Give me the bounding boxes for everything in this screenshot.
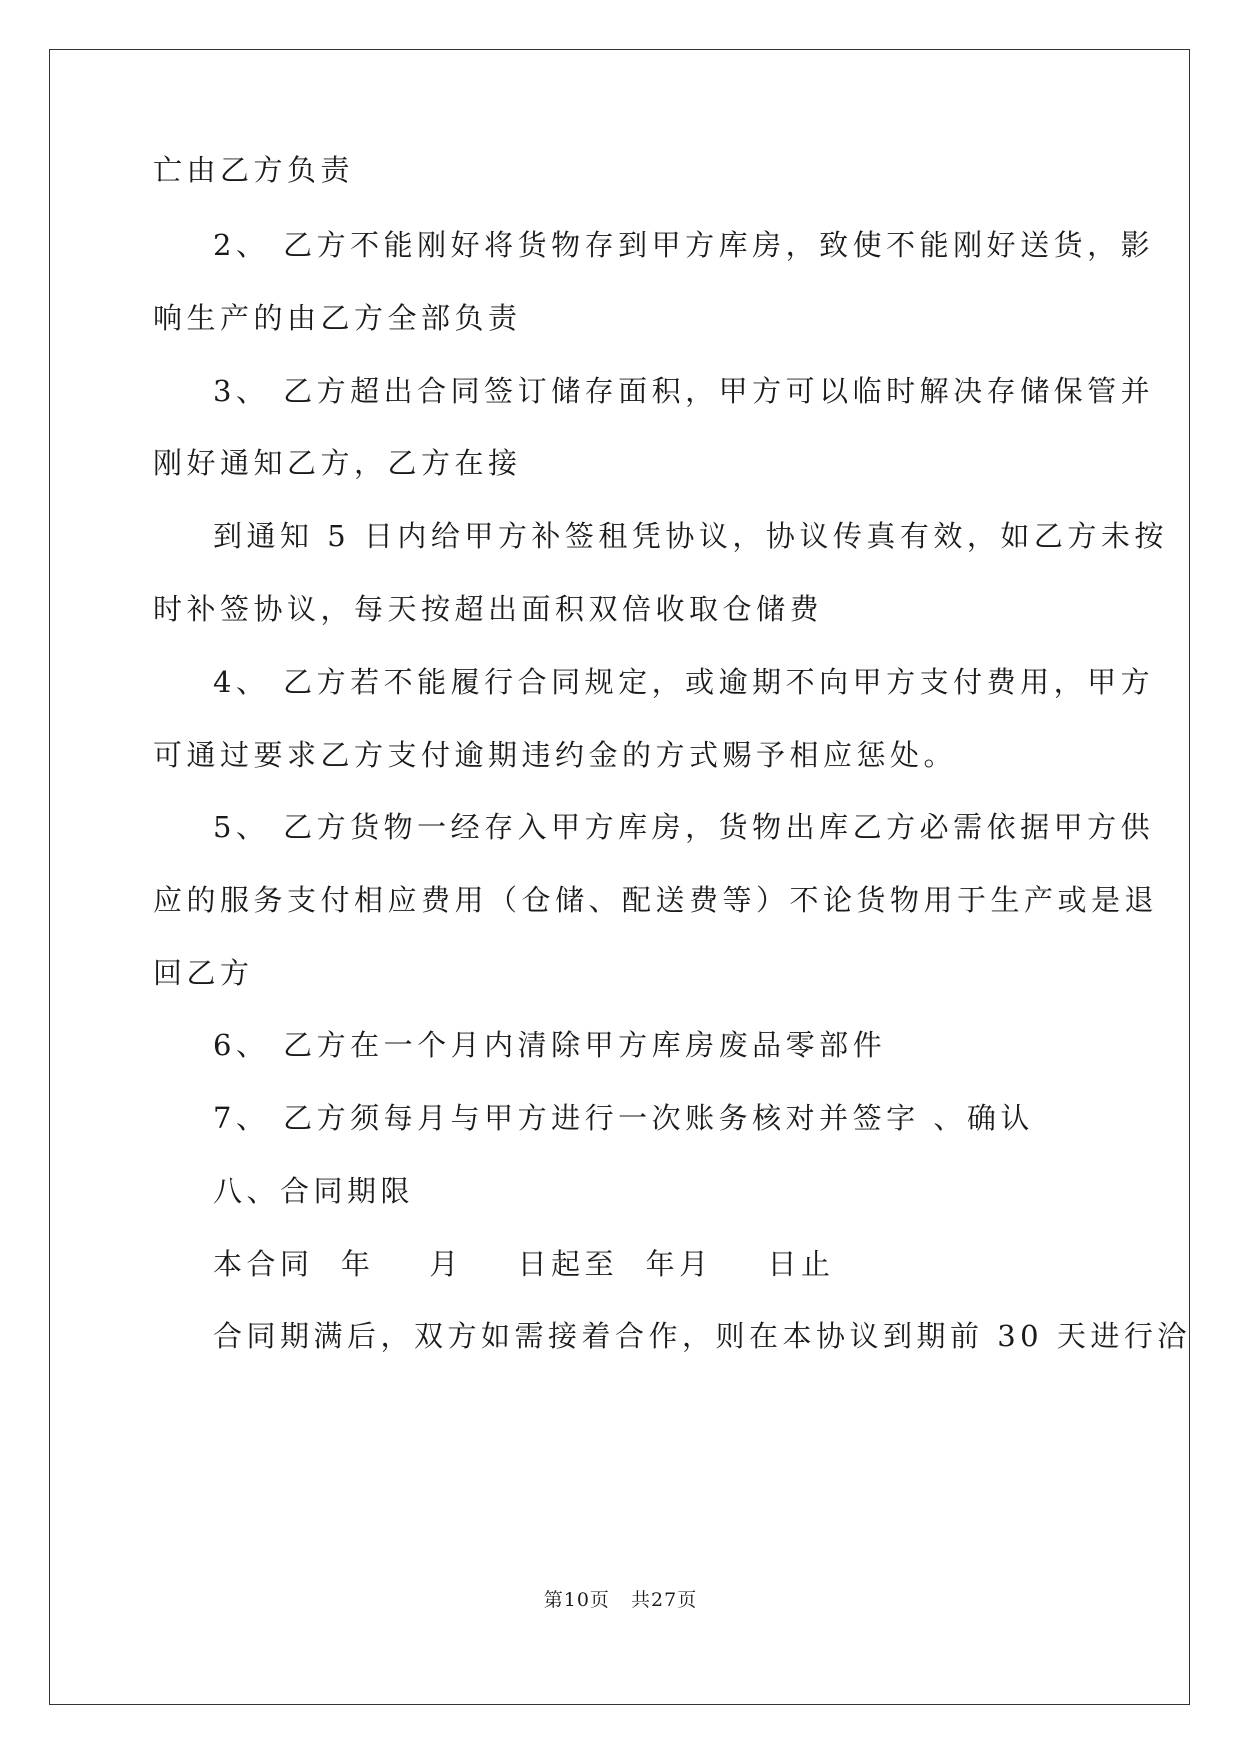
text-line-6: 到通知 5 日内给甲方补签租凭协议，协议传真有效，如乙方未按 bbox=[213, 519, 1168, 553]
text-line-11: 应的服务支付相应费用（仓储、配送费等）不论货物用于生产或是退 bbox=[153, 883, 1159, 917]
text-line-17: 合同期满后，双方如需接着合作，则在本协议到期前 30 天进行洽 bbox=[213, 1319, 1191, 1353]
text-line-14: 7、 乙方须每月与甲方进行一次账务核对并签字 、确认 bbox=[213, 1101, 1034, 1135]
text-line-12: 回乙方 bbox=[153, 956, 254, 990]
text-line-3: 响生产的由乙方全部负责 bbox=[153, 301, 522, 335]
text-line-5: 刚好通知乙方，乙方在接 bbox=[153, 446, 522, 480]
text-line-4: 3、 乙方超出合同签订储存面积，甲方可以临时解决存储保管并 bbox=[213, 374, 1155, 408]
text-line-8: 4、 乙方若不能履行合同规定，或逾期不向甲方支付费用，甲方 bbox=[213, 665, 1155, 699]
text-line-16: 本合同 年 月 日起至 年月 日止 bbox=[213, 1247, 835, 1281]
text-line-13: 6、 乙方在一个月内清除甲方库房废品零部件 bbox=[213, 1028, 887, 1062]
text-line-2: 2、 乙方不能刚好将货物存到甲方库房，致使不能刚好送货，影 bbox=[213, 228, 1155, 262]
text-line-10: 5、 乙方货物一经存入甲方库房，货物出库乙方必需依据甲方供 bbox=[213, 810, 1155, 844]
section-heading: 八、合同期限 bbox=[213, 1174, 415, 1208]
text-line-7: 时补签协议，每天按超出面积双倍收取仓储费 bbox=[153, 592, 824, 626]
text-line-9: 可通过要求乙方支付逾期违约金的方式赐予相应惩处。 bbox=[153, 738, 958, 772]
page-number: 第10页 共27页 bbox=[543, 1589, 698, 1611]
text-line-1: 亡由乙方负责 bbox=[153, 153, 355, 187]
